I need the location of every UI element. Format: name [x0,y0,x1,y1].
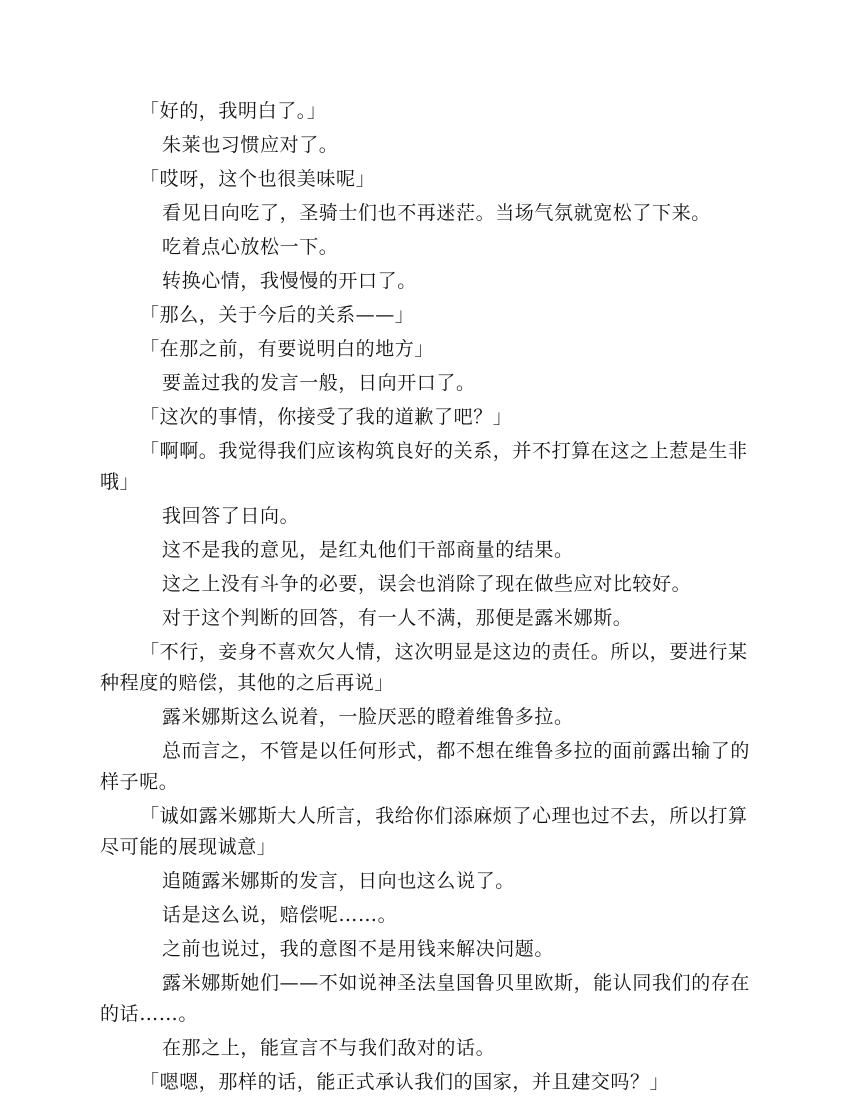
narration-paragraph: 追随露米娜斯的发言，日向也这么说了。 [162,870,515,892]
dialogue-paragraph: 「那么，关于今后的关系——」 [140,304,415,326]
dialogue-paragraph: 「在那之前，有要说明白的地方」 [140,338,435,360]
dialogue-paragraph: 「哎呀，这个也很美味呢」 [140,168,376,190]
narration-paragraph: 要盖过我的发言一般，日向开口了。 [162,372,476,394]
narration-paragraph: 吃着点心放松一下。 [162,236,339,258]
dialogue-paragraph: 「这次的事情，你接受了我的道歉了吧？」 [140,406,513,428]
narration-paragraph: 之前也说过，我的意图不是用钱来解决问题。 [162,938,555,960]
dialogue-paragraph: 「啊啊。我觉得我们应该构筑良好的关系，并不打算在这之上惹是生非哦」 [100,440,748,493]
dialogue-paragraph: 「诚如露米娜斯大人所言，我给你们添麻烦了心理也过不去，所以打算尽可能的展现诚意」 [100,805,748,858]
narration-paragraph: 对于这个判断的回答，有一人不满，那便是露米娜斯。 [162,607,633,629]
document-body [100,96,750,1101]
dialogue-paragraph: 「不行，妾身不喜欢欠人情，这次明显是这边的责任。所以，要进行某种程度的赔偿，其他的之后再说」 [100,641,748,694]
narration-paragraph: 露米娜斯她们——不如说神圣法皇国鲁贝里欧斯，能认同我们的存在的话……。 [100,972,751,1025]
narration-paragraph: 这之上没有斗争的必要，误会也消除了现在做些应对比较好。 [162,573,692,595]
narration-paragraph: 话是这么说，赔偿呢……。 [162,904,398,926]
dialogue-paragraph: 「嗯嗯，那样的话，能正式承认我们的国家，并且建交吗？」 [140,1071,670,1093]
narration-paragraph: 总而言之，不管是以任何形式，都不想在维鲁多拉的面前露出输了的样子呢。 [100,740,751,793]
narration-paragraph: 我回答了日向。 [162,505,300,527]
narration-paragraph: 这不是我的意见，是红丸他们干部商量的结果。 [162,539,574,561]
dialogue-paragraph: 「好的，我明白了。」 [140,100,327,122]
narration-paragraph: 露米娜斯这么说着，一脸厌恶的瞪着维鲁多拉。 [162,706,574,728]
narration-paragraph: 朱莱也习惯应对了。 [162,134,339,156]
narration-paragraph: 转换心情，我慢慢的开口了。 [162,270,417,292]
narration-paragraph: 在那之上，能宣言不与我们敌对的话。 [162,1037,496,1059]
narration-paragraph: 看见日向吃了，圣骑士们也不再迷茫。当场气氛就宽松了下来。 [162,202,711,224]
